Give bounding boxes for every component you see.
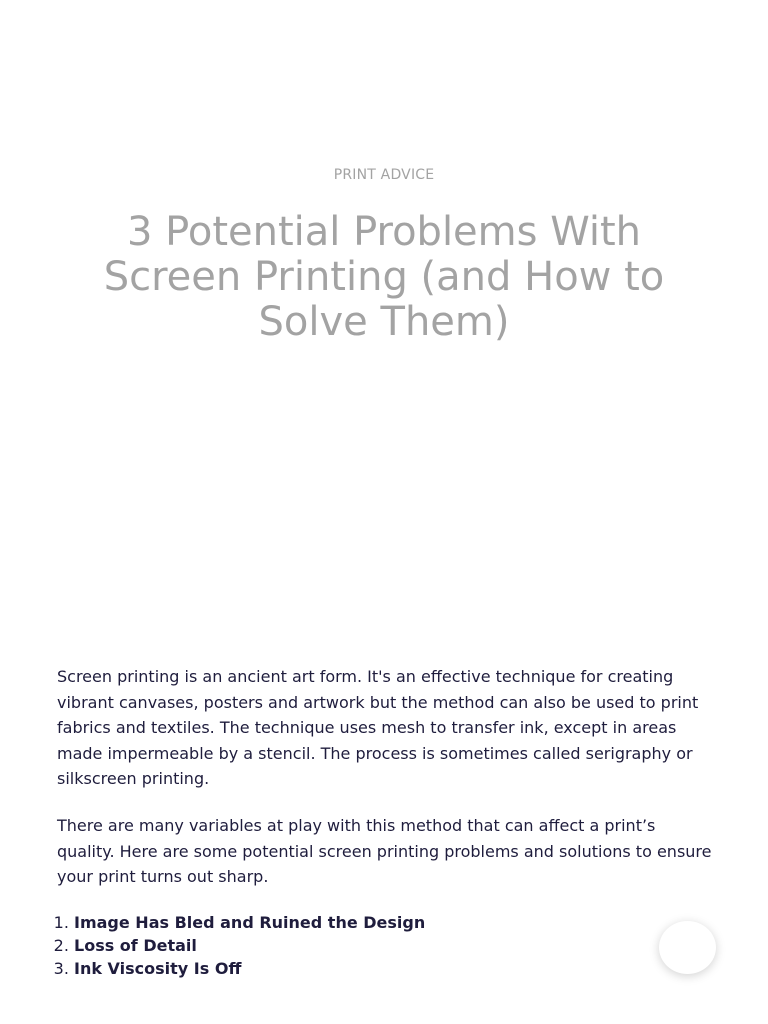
overview-paragraph: There are many variables at play with this method that can affect a print’s quality. Here are some potential screen printing problems and solutions to ensure your print turns out sharp. — [57, 815, 712, 887]
toc-item — [74, 934, 713, 957]
intro-paragraph: Screen printing is an ancient art form. It's an effective technique for creating vibrant canvases, posters and artwork but the method can also be used to print fabrics and textiles. The technique uses mesh to transfer ink, except in areas made impermeable by a stencil. The process is sometimes called serigraphy or silkscreen printing. — [57, 667, 699, 789]
page-title: 3 Potential Problems With Screen Printing (and How to Solve Them) — [103, 209, 665, 345]
category-link[interactable]: PRINT ADVICE — [333, 167, 435, 183]
article-body — [57, 664, 713, 980]
toc-link-ink-viscosity[interactable]: Ink Viscosity Is Off — [74, 958, 242, 978]
toc-link-loss-of-detail[interactable]: Loss of Detail — [74, 935, 197, 955]
floating-action-button[interactable] — [659, 921, 716, 974]
toc-item — [74, 911, 713, 934]
toc-link-image-bled[interactable]: Image Has Bled and Ruined the Design — [74, 912, 426, 932]
toc-item — [74, 957, 713, 980]
table-of-contents — [57, 911, 713, 980]
